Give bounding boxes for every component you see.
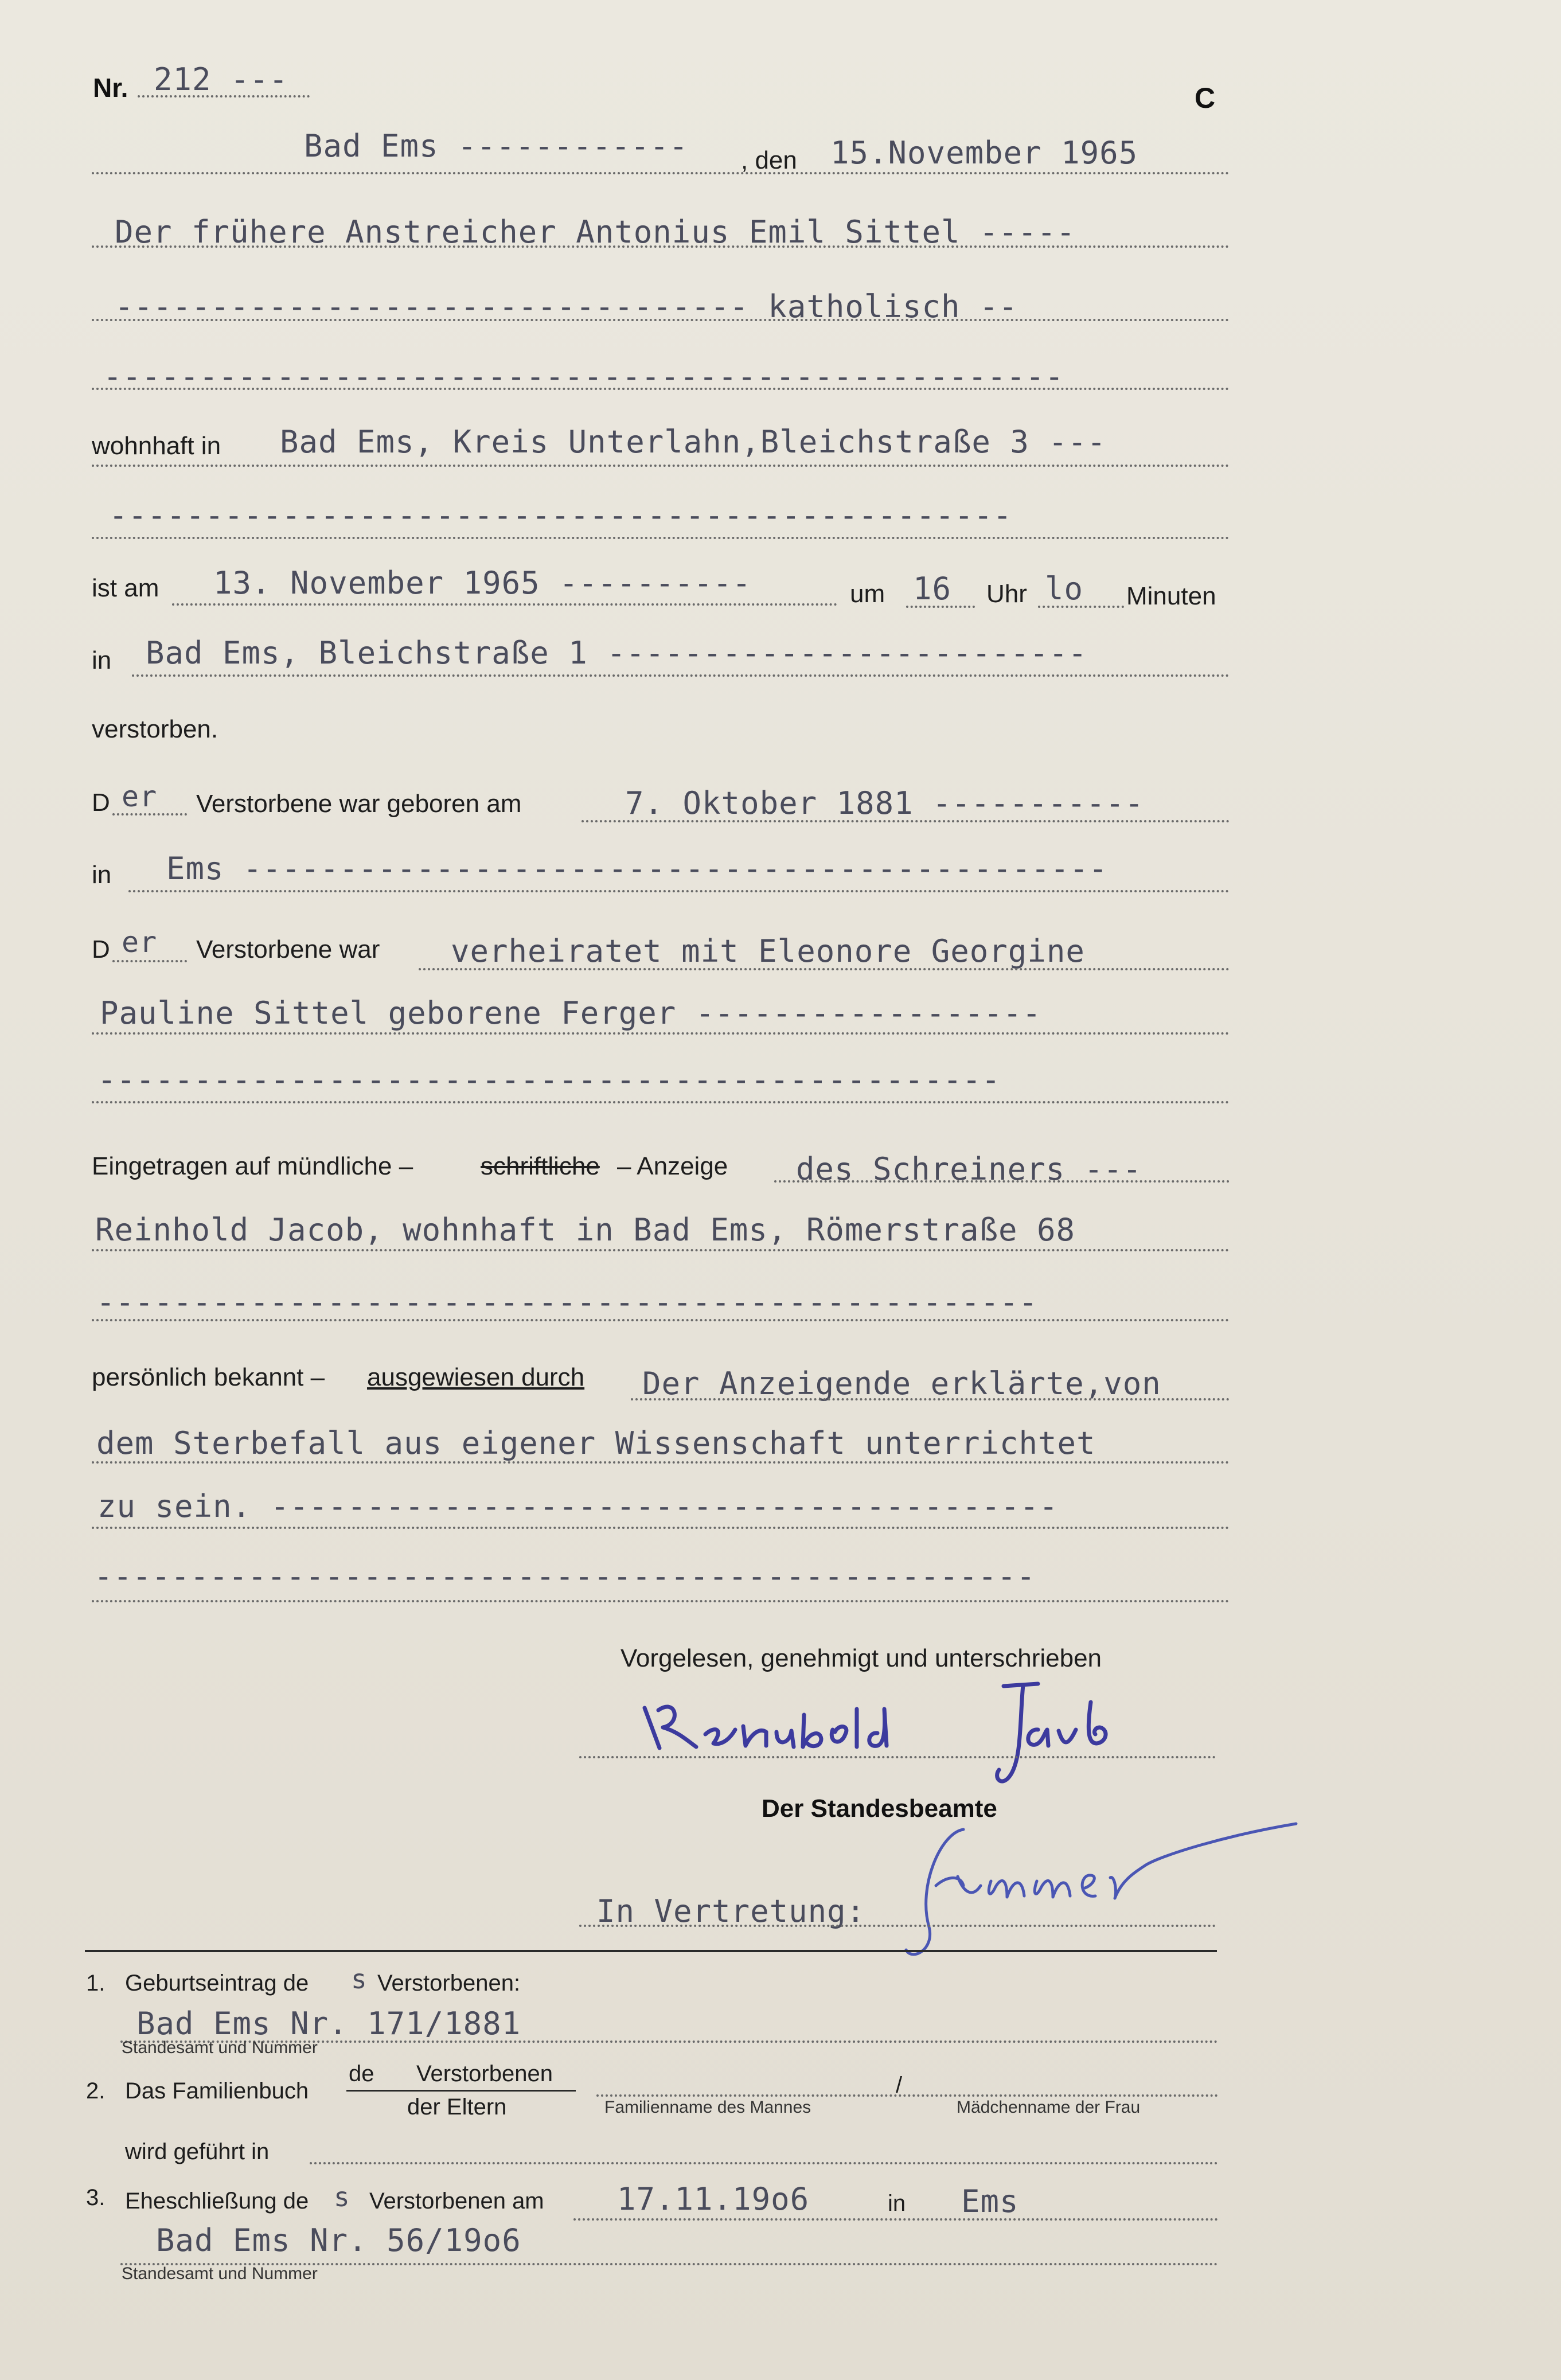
note-2-verstorbenen: Verstorbenen <box>416 2061 553 2086</box>
note-1-number: 1. <box>86 1971 106 1996</box>
birth-article: er <box>122 780 158 813</box>
death-date-rule <box>172 603 837 606</box>
deceased-line-1-rule <box>92 245 1230 248</box>
den-label: , den <box>741 146 797 174</box>
birth-d-label: D <box>92 789 110 817</box>
note-2-fraction-bar <box>346 2090 576 2092</box>
note-1-value: Bad Ems Nr. 171/1881 <box>136 2006 521 2042</box>
verstorben-label: verstorben. <box>92 715 218 743</box>
registration-line-2: Reinhold Jacob, wohnhaft in Bad Ems, Römerstraße 68 <box>95 1212 1076 1248</box>
birth-text-label: Verstorbene war geboren am <box>196 790 522 818</box>
marital-article-rule <box>112 960 187 962</box>
marital-line-2-rule <box>92 1032 1230 1035</box>
registry-date: 15.November 1965 <box>830 135 1138 171</box>
note-1-suffix: s <box>351 1964 368 1995</box>
deceased-line-1: Der frühere Anstreicher Antonius Emil Sittel ----- <box>115 214 1076 250</box>
registration-line-3-rule <box>92 1319 1230 1321</box>
identification-line-3: zu sein. ----------------------------------------- <box>97 1488 1059 1524</box>
birth-in-label: in <box>92 861 112 889</box>
note-2-eltern: der Eltern <box>407 2094 507 2120</box>
deceased-line-3-rule <box>92 388 1230 390</box>
note-3-caption: Standesamt und Nummer <box>122 2264 318 2283</box>
note-2-names-rule <box>596 2094 1218 2097</box>
birth-date-rule <box>582 820 1230 822</box>
read-approved-label: Vorgelesen, genehmigt und unterschrieben <box>621 1644 1102 1672</box>
residence-line-2-rule <box>92 537 1230 539</box>
death-place: Bad Ems, Bleichstraße 1 ------------------------- <box>146 635 1088 671</box>
residence-line-2: ----------------------------------------------- <box>109 497 1013 533</box>
registration-line-2-rule <box>92 1249 1230 1251</box>
note-1-label-b: Verstorbenen: <box>377 1971 521 1996</box>
note-3-place: Ems <box>961 2183 1019 2219</box>
informant-signature <box>637 1675 1233 1789</box>
death-minute: lo <box>1045 571 1084 607</box>
identification-line-2: dem Sterbefall aus eigener Wissenschaft unterrichtet <box>96 1425 1096 1461</box>
note-3-suffix: s <box>334 2182 350 2213</box>
identification-label-struck: ausgewiesen durch <box>367 1363 585 1391</box>
registration-line-1: des Schreiners --- <box>796 1151 1142 1187</box>
note-2-de: de <box>349 2061 374 2086</box>
nr-label: Nr. <box>93 73 128 103</box>
death-hour-rule <box>906 606 975 608</box>
death-minute-rule <box>1038 606 1124 608</box>
identification-line-4-rule <box>92 1600 1230 1602</box>
corner-letter: C <box>1195 82 1216 114</box>
deputy-label: In Vertretung: <box>596 1893 866 1929</box>
deputy-rule <box>579 1925 1216 1927</box>
note-3-number: 3. <box>86 2185 106 2210</box>
note-3-in-label: in <box>888 2191 906 2216</box>
deceased-line-3: -------------------------------------------------- <box>103 358 1064 395</box>
note-3-value: Bad Ems Nr. 56/19o6 <box>156 2222 521 2258</box>
note-1-label-a: Geburtseintrag de <box>125 1971 309 1996</box>
identification-line-2-rule <box>92 1461 1230 1464</box>
identification-line-3-rule <box>92 1527 1230 1529</box>
death-in-label: in <box>92 646 112 674</box>
registry-place: Bad Ems ------------ <box>304 128 689 164</box>
death-date: 13. November 1965 ---------- <box>213 565 752 601</box>
deceased-line-2: --------------------------------- katholisch -- <box>115 288 1018 325</box>
note-2-slash: / <box>896 2073 903 2098</box>
note-2-wird-rule <box>310 2162 1218 2164</box>
note-2-caption-man: Familienname des Mannes <box>604 2098 811 2117</box>
residence-label: wohnhaft in <box>92 432 221 460</box>
note-2-label: Das Familienbuch <box>125 2078 309 2104</box>
note-2-number: 2. <box>86 2078 106 2104</box>
registration-line-1-rule <box>774 1180 1230 1183</box>
note-3-date-rule <box>573 2218 1218 2221</box>
marital-line-3-rule <box>92 1101 1230 1103</box>
marital-line-2: Pauline Sittel geborene Ferger ------------------ <box>100 995 1042 1031</box>
residence-line-1-rule <box>92 465 1230 467</box>
nr-value: 212 --- <box>154 61 288 97</box>
uhr-label: Uhr <box>986 580 1027 608</box>
birth-place: Ems --------------------------------------------- <box>166 850 1109 887</box>
birth-date: 7. Oktober 1881 ----------- <box>625 785 1144 821</box>
note-2-wird-label: wird geführt in <box>125 2139 270 2164</box>
identification-line-1: Der Anzeigende erklärte,von <box>642 1365 1161 1402</box>
registration-line-3: ------------------------------------------------- <box>96 1284 1039 1320</box>
identification-line-4: ------------------------------------------------- <box>94 1558 1036 1594</box>
birth-place-rule <box>128 890 1230 892</box>
place-date-line <box>92 172 1230 174</box>
marital-line-1: verheiratet mit Eleonore Georgine <box>451 933 1085 969</box>
registration-label-a: Eingetragen auf mündliche – <box>92 1152 413 1180</box>
marital-d-label: D <box>92 935 110 963</box>
birth-article-rule <box>112 813 187 816</box>
identification-label-a: persönlich bekannt – <box>92 1363 325 1391</box>
marital-line-1-rule <box>419 968 1230 970</box>
registrar-signature <box>895 1812 1308 1961</box>
ist-am-label: ist am <box>92 574 159 602</box>
note-1-caption: Standesamt und Nummer <box>122 2038 318 2057</box>
nr-dotted-line <box>138 95 310 97</box>
um-label: um <box>850 580 885 608</box>
registration-label-struck: schriftliche <box>481 1152 600 1180</box>
registrar-label: Der Standesbeamte <box>762 1794 997 1823</box>
marital-text-label: Verstorbene war <box>196 935 380 963</box>
identification-line-1-rule <box>631 1398 1230 1400</box>
marital-article: er <box>122 926 158 959</box>
marital-line-3: ----------------------------------------------- <box>97 1062 1001 1098</box>
note-3-label-b: Verstorbenen am <box>369 2188 544 2214</box>
note-3-date: 17.11.19o6 <box>617 2181 810 2217</box>
residence-line-1: Bad Ems, Kreis Unterlahn,Bleichstraße 3 --- <box>280 424 1106 460</box>
deceased-line-2-rule <box>92 319 1230 321</box>
death-place-rule <box>132 674 1230 677</box>
informant-signature-rule <box>579 1756 1216 1758</box>
minuten-label: Minuten <box>1126 582 1216 610</box>
death-hour: 16 <box>913 571 952 607</box>
section-separator <box>85 1950 1217 1952</box>
note-3-label-a: Eheschließung de <box>125 2188 309 2214</box>
registration-label-b: – Anzeige <box>617 1152 728 1180</box>
note-2-caption-woman: Mädchenname der Frau <box>957 2098 1141 2117</box>
